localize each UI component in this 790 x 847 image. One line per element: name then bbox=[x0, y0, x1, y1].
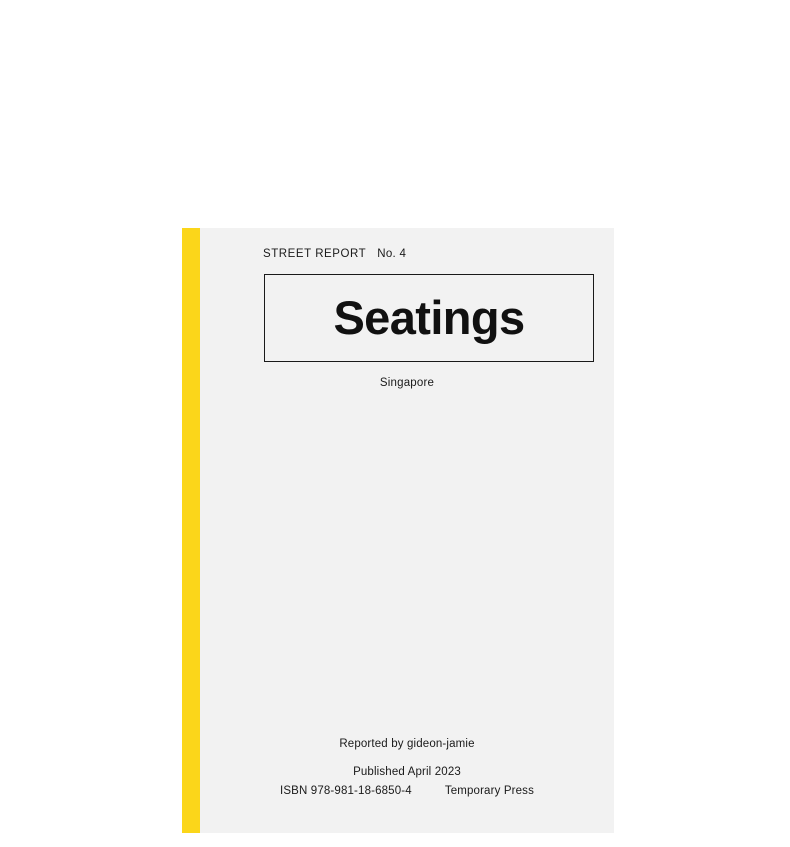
series-kicker bbox=[263, 248, 406, 260]
location-subtitle: Singapore bbox=[379, 377, 435, 389]
issue-number: No. 4 bbox=[377, 248, 407, 260]
imprint-row bbox=[200, 785, 614, 797]
title-frame bbox=[264, 274, 594, 362]
book-cover bbox=[182, 228, 614, 833]
isbn: ISBN 978-981-18-6850-4 bbox=[280, 785, 412, 797]
publisher-name: Temporary Press bbox=[444, 785, 534, 797]
series-label: STREET REPORT bbox=[263, 248, 367, 260]
publication-date: Published April 2023 bbox=[353, 766, 461, 778]
spine-stripe bbox=[182, 228, 200, 833]
cover-body bbox=[200, 228, 614, 833]
colophon bbox=[200, 738, 614, 797]
reported-by-credit: Reported by gideon-jamie bbox=[339, 738, 475, 750]
page-title: Seatings bbox=[333, 290, 525, 344]
